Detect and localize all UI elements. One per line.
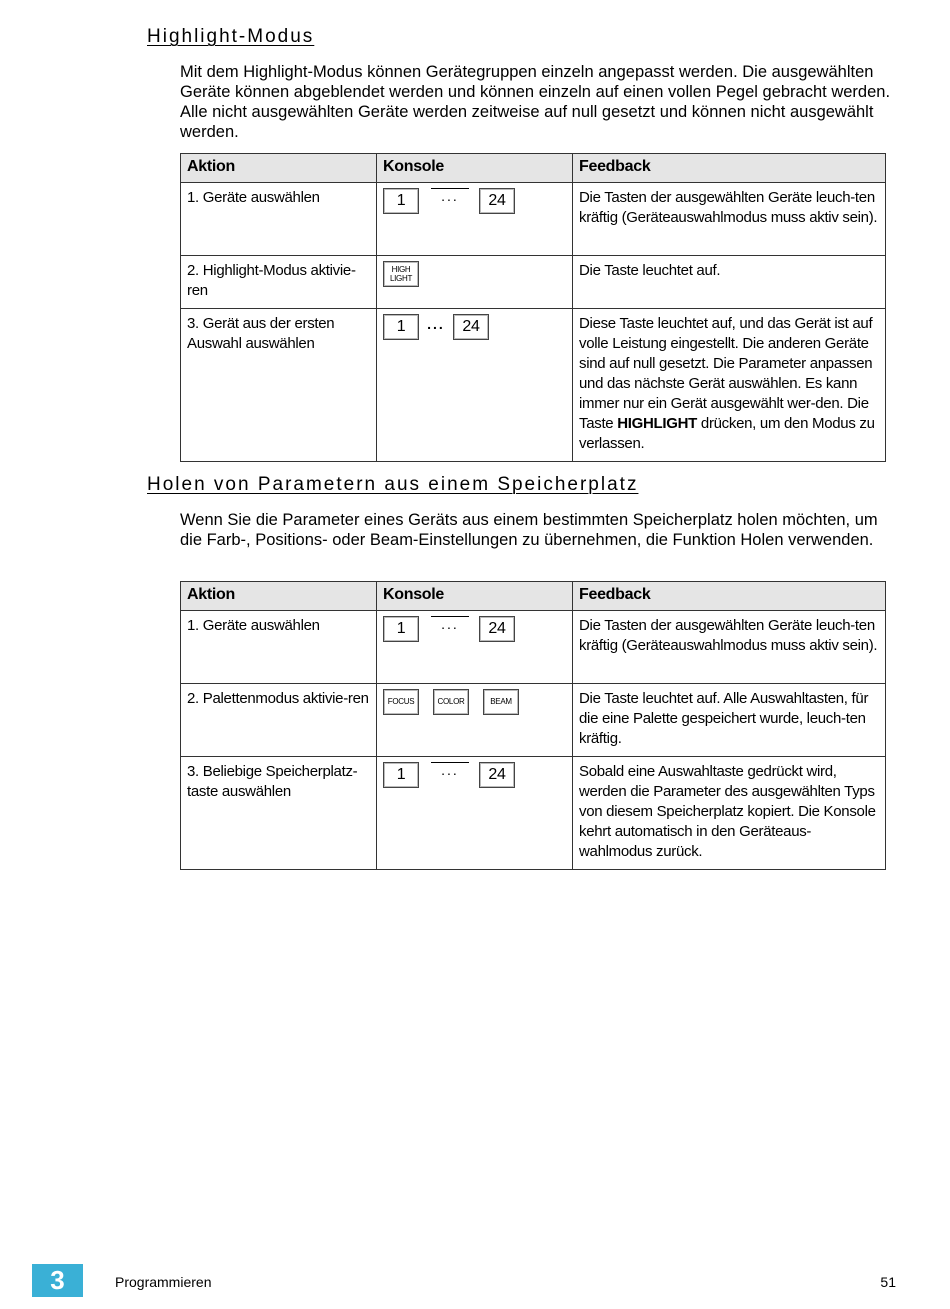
action-cell: 2. Highlight-Modus aktivie-ren	[181, 256, 377, 309]
beam-key: BEAM	[483, 689, 519, 715]
feedback-cell: Die Taste leuchtet auf. Alle Auswahltasten, für die eine Palette gespeichert wurde, leuch-ten kräftig.	[573, 684, 886, 757]
column-header-konsole: Konsole	[377, 154, 573, 183]
table-row	[181, 183, 886, 256]
section-intro-speicherplatz: Wenn Sie die Parameter eines Geräts aus einem bestimmten Speicherplatz holen möchten, um die Farb-, Positions- oder Beam-Einstellungen zu übernehmen, die Funktion Holen verwenden.	[180, 511, 878, 549]
table-header-row	[181, 582, 886, 611]
steps-table-speicherplatz	[180, 581, 886, 870]
range-dots: ...	[431, 616, 469, 629]
console-cell	[377, 256, 573, 309]
key-sequence	[383, 261, 566, 293]
focus-key: FOCUS	[383, 689, 419, 715]
action-cell: 2. Palettenmodus aktivie-ren	[181, 684, 377, 757]
action-cell: 1. Geräte auswählen	[181, 611, 377, 684]
feedback-cell: Die Tasten der ausgewählten Geräte leuch-ten kräftig (Geräteauswahlmodus muss aktiv sein).	[573, 183, 886, 256]
console-cell	[377, 183, 573, 256]
column-header-konsole: Konsole	[377, 582, 573, 611]
column-header-aktion: Aktion	[181, 582, 377, 611]
feedback-text: Diese Taste leuchtet auf, und das Gerät ist auf volle Leistung eingestellt. Die anderen Geräte sind auf null gesetzt. Die Parameter anpassen und das nächste Gerät auswählen. Es kann immer nur ein Gerät ausgewählt wer-den. Die Taste	[579, 315, 873, 432]
feedback-cell	[573, 309, 886, 462]
table-row	[181, 611, 886, 684]
key-first: 1	[383, 762, 419, 788]
column-header-feedback: Feedback	[573, 582, 886, 611]
section-heading-speicherplatz: Holen von Parametern aus einem Speicherplatz	[147, 474, 639, 495]
table-row	[181, 309, 886, 462]
key-sequence	[383, 616, 566, 648]
table-row	[181, 757, 886, 870]
key-sequence	[383, 689, 566, 721]
table-header-row	[181, 154, 886, 183]
feedback-cell: Die Tasten der ausgewählten Geräte leuch-ten kräftig (Geräteauswahlmodus muss aktiv sein).	[573, 611, 886, 684]
feedback-text: drücken, um den Modus zu verlassen.	[579, 415, 875, 452]
section-intro-highlight: Mit dem Highlight-Modus können Gerätegruppen einzeln angepasst werden. Die ausgewählten Geräte können abgeblendet werden und können einzeln auf einen vollen Pegel gebracht werden. Alle nicht ausgewählten Geräte werden zeitweise auf null gesetzt und können nicht ausgewählt werden.	[180, 63, 891, 141]
key-last: 24	[479, 188, 515, 214]
key-sequence	[383, 188, 566, 220]
page-number: 51	[880, 1274, 896, 1290]
steps-table-highlight	[180, 153, 886, 462]
feedback-cell: Sobald eine Auswahltaste gedrückt wird, werden die Parameter des ausgewählten Typs von diesem Speicherplatz kopiert. Die Konsole kehrt automatisch in den Geräteaus-wahlmodus zurück.	[573, 757, 886, 870]
action-cell: 1. Geräte auswählen	[181, 183, 377, 256]
console-cell	[377, 684, 573, 757]
key-last: 24	[479, 762, 515, 788]
range-dots: ...	[431, 762, 469, 775]
console-cell	[377, 309, 573, 462]
range-dots: ...	[427, 316, 445, 332]
console-cell	[377, 757, 573, 870]
range-dots: ...	[431, 188, 469, 201]
action-cell: 3. Gerät aus der ersten Auswahl auswählen	[181, 309, 377, 462]
key-first: 1	[383, 314, 419, 340]
key-last: 24	[479, 616, 515, 642]
column-header-aktion: Aktion	[181, 154, 377, 183]
key-last: 24	[453, 314, 489, 340]
highlight-keyword: HIGHLIGHT	[617, 415, 698, 432]
chapter-number-badge: 3	[32, 1264, 83, 1297]
key-sequence	[383, 314, 566, 346]
key-first: 1	[383, 616, 419, 642]
console-cell	[377, 611, 573, 684]
chapter-title: Programmieren	[115, 1274, 212, 1290]
key-sequence	[383, 762, 566, 794]
highlight-key: HIGH LIGHT	[383, 261, 419, 287]
table-row	[181, 256, 886, 309]
action-cell: 3. Beliebige Speicherplatz-taste auswählen	[181, 757, 377, 870]
color-key: COLOR	[433, 689, 469, 715]
feedback-cell: Die Taste leuchtet auf.	[573, 256, 886, 309]
table-row	[181, 684, 886, 757]
column-header-feedback: Feedback	[573, 154, 886, 183]
key-first: 1	[383, 188, 419, 214]
section-heading-highlight: Highlight-Modus	[147, 26, 315, 47]
